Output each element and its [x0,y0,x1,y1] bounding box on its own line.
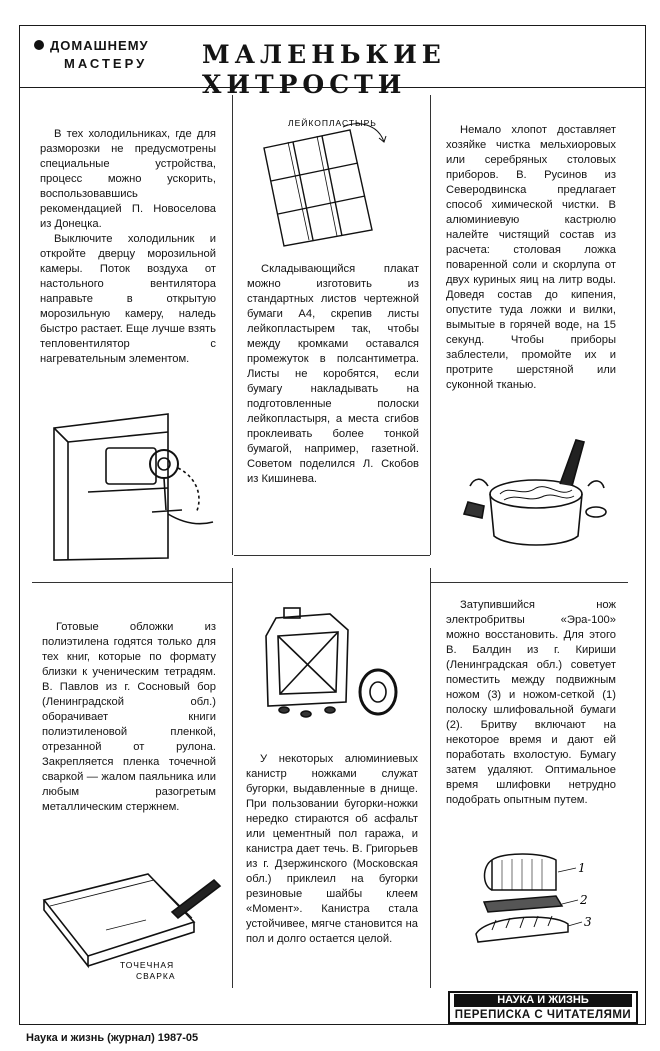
fridge-fan-illustration [48,408,220,568]
razor-blades-illustration [472,850,602,954]
rubric [34,37,149,73]
page-title: МАЛЕНЬКИЕ ХИТРОСТИ [202,40,446,99]
vertical-divider-right-bottom [430,568,431,988]
article-covers [42,620,216,815]
welding-label-line2: СВАРКА [136,971,176,981]
bullet-icon [34,40,44,50]
article-poster-p1: Складывающийся плакат можно изготовить из стандартных листов чертежной бумаги А4, скрепив листы лейкопластырем так, чтобы между кромками оставался промежуток в полсантиметра. Листы не коробятся, если бумагу накладывать на подготовленные полоски лейкопластыря, а места сгибов проклеивать более тонкой бумагой, например, газетной. Советом поделился Л. Скобов из Кишинева. [247,263,419,485]
rubric-line2: МАСТЕРУ [64,56,148,71]
article-canister [246,752,418,947]
section-stamp [448,991,638,1024]
article-fridge [40,127,216,367]
source-caption: Наука и жизнь (журнал) 1987-05 [26,1032,199,1044]
article-fridge-p1: В тех холодильниках, где для разморозки не предусмотрены специальные устройства, процесс можно ускорить, воспользовавшись рекомендацией П. Новоселова из Донецка. [40,128,216,230]
vertical-divider-left-bottom [232,568,233,988]
article-silver [446,123,616,393]
article-poster [247,262,419,487]
book-welding-illustration [36,860,226,982]
horizontal-divider-right [430,582,628,583]
razor-label-3: 3 [584,915,592,929]
vertical-divider-right-top [430,95,431,555]
poster-label: ЛЕЙКОПЛАСТЫРЬ [288,118,377,128]
canister-illustration [258,606,408,724]
article-fridge-p2: Выключите холодильник и откройте дверцу морозильной камеры. Поток воздуха от настольного вентилятора направьте в открытую морозильную камеру, наледь быстро растает. Еще лучше взять тепловентилятор с нагревательным элементом. [40,233,217,365]
article-covers-p1: Готовые обложки из полиэтилена годятся только для тех книг, которые по формату близки к ученическим тетрадям. В. Павлов из г. Сосновый бор (Ленинградской обл.) оборачивает книги полиэтиленовой пленкой, отрезанной от рулона. Закрепляется пленка точечной сваркой — жалом паяльника или любым разогретым металлическим стержнем. [42,621,216,813]
article-razor-p1: Затупившийся нож электробритвы «Эра-100» можно восстановить. Для этого В. Балдин из г. Кириши (Ленинградская обл.) советует поместить между подвижным ножом (3) и ножом-сеткой (1) полоску шлифовальной бумаги (2). Бритву включают на некоторое время и дают ей поработать вхолостую. Бумагу затем удаляют. Оптимальное время шлифовки нетрудно подобрать опытным путем. [446,599,616,806]
razor-label-1: 1 [578,861,586,875]
article-canister-p1: У некоторых алюминиевых канистр ножками служат бугорки, выдавленные в днище. При пользовании бугорки-ножки нередко стираются об асфальт или цементный пол гаража, и канистра дает течь. В. Григорьев из г. Дзержинского (Московская обл.) приклеил на бугорки резиновые шайбы клеем «Момент». Канистра стала устойчивее, мягче становится на пол и долго остается целой. [246,753,418,945]
stamp-line1: НАУКА И ЖИЗНЬ [454,994,632,1007]
poster-illustration [258,118,393,248]
pot-spoons-illustration [448,432,616,556]
horizontal-divider-left [32,582,232,583]
article-silver-p1: Немало хлопот доставляет хозяйке чистка мельхиоровых или серебряных столовых приборов. В. Русинов из Северодвинска предлагает способ химической чистки. В алюминиевую кастрюлю налейте чистящий состав из расчета: столовая ложка поваренной соли и скорлупа от двух куриных яиц на литр воды. Доведя состав до кипения, опустите туда ложки и вилки, вымытые в горячей воде, на 15 секунд. Чтобы приборы заблестели, промойте их и протрите шерстяной или суконной тканью. [446,124,616,391]
horizontal-divider-middle [234,555,430,556]
stamp-line2: ПЕРЕПИСКА С ЧИТАТЕЛЯМИ [454,1009,632,1021]
razor-label-2: 2 [580,893,588,907]
vertical-divider-left-top [232,95,233,555]
rubric-line1: ДОМАШНЕМУ [50,38,149,53]
welding-label-line1: ТОЧЕЧНАЯ [120,960,175,970]
header [20,26,645,99]
article-razor [446,598,616,808]
